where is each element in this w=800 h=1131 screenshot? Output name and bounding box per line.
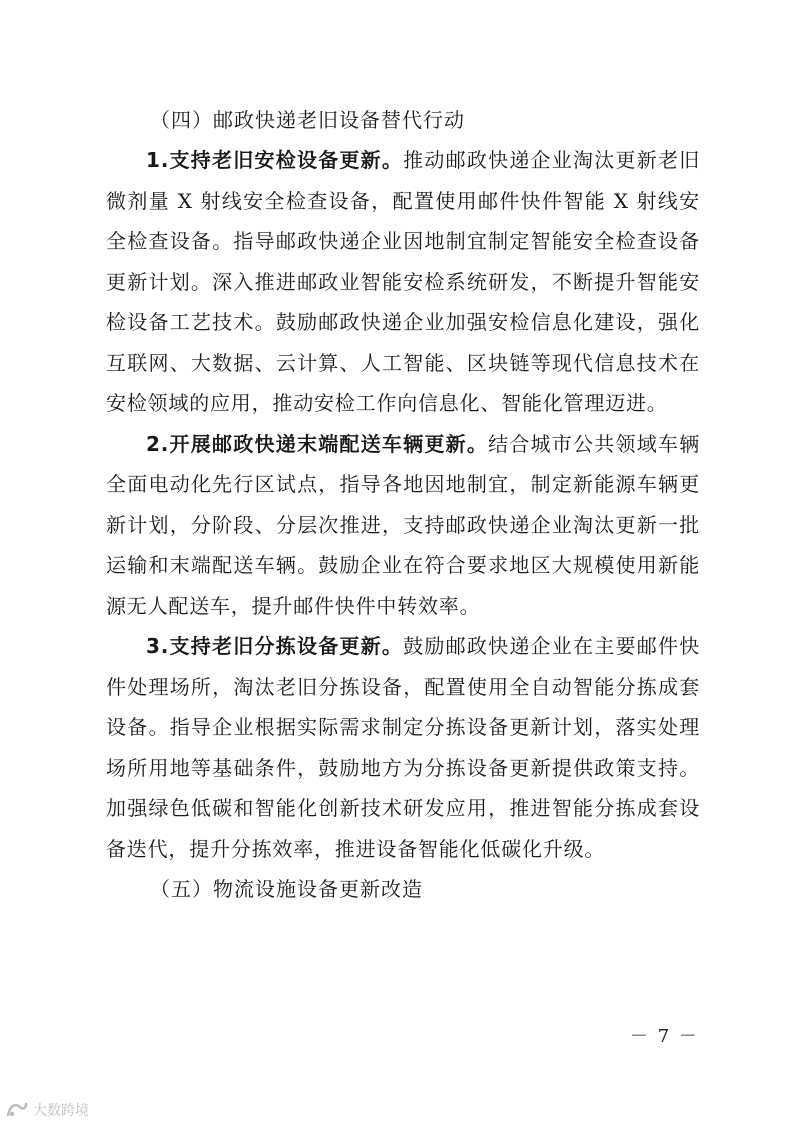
document-body — [106, 100, 700, 909]
section-heading-4: （四）邮政快递老旧设备替代行动 — [150, 108, 465, 132]
watermark — [6, 1100, 89, 1120]
item-1-lead: 1.支持老旧安检设备更新。 — [146, 148, 404, 172]
paragraph-item-3 — [106, 626, 700, 869]
item-1-body: 推动邮政快递企业淘汰更新老旧微剂量 X 射线安全检查设备，配置使用邮件快件智能 X 射线安全检查设备。指导邮政快递企业因地制宜制定智能安全检查设备更新计划。深入推进邮政业智能安检系统研发，不断提升智能安检设备工艺技术。鼓励邮政快递企业加强安检信息化建设，强化互联网、大数据、云计算、人工智能、区块链等现代信息技术在安检领域的应用，推动安检工作向信息化、智能化管理迈进。 — [106, 148, 700, 415]
section-heading-5: （五）物流设施设备更新改造 — [150, 877, 423, 901]
item-3-body: 鼓励邮政快递企业在主要邮件快件处理场所，淘汰老旧分拣设备，配置使用全自动智能分拣成套设备。指导企业根据实际需求制定分拣设备更新计划，落实处理场所用地等基础条件，鼓励地方为分拣设备更新提供政策支持。加强绿色低碳和智能化创新技术研发应用，推进智能分拣成套设备迭代，提升分拣效率，推进设备智能化低碳化升级。 — [106, 634, 700, 861]
item-2-lead: 2.开展邮政快递末端配送车辆更新。 — [146, 431, 489, 456]
paragraph-item-1 — [106, 140, 700, 424]
item-3-lead: 3.支持老旧分拣设备更新。 — [146, 634, 404, 658]
item-2-body: 结合城市公共领域车辆全面电动化先行区试点，指导各地因地制宜，制定新能源车辆更新计划，分阶段、分层次推进，支持邮政快递企业淘汰更新一批运输和末端配送车辆。鼓励企业在符合要求地区大规模使用新能源无人配送车，提升邮件快件中转效率。 — [106, 431, 700, 618]
paragraph-item-2 — [106, 424, 700, 627]
dashuju-logo-icon — [6, 1101, 28, 1119]
watermark-text: 大数跨境 — [33, 1103, 89, 1119]
page-number: － 7 － — [630, 1026, 699, 1047]
